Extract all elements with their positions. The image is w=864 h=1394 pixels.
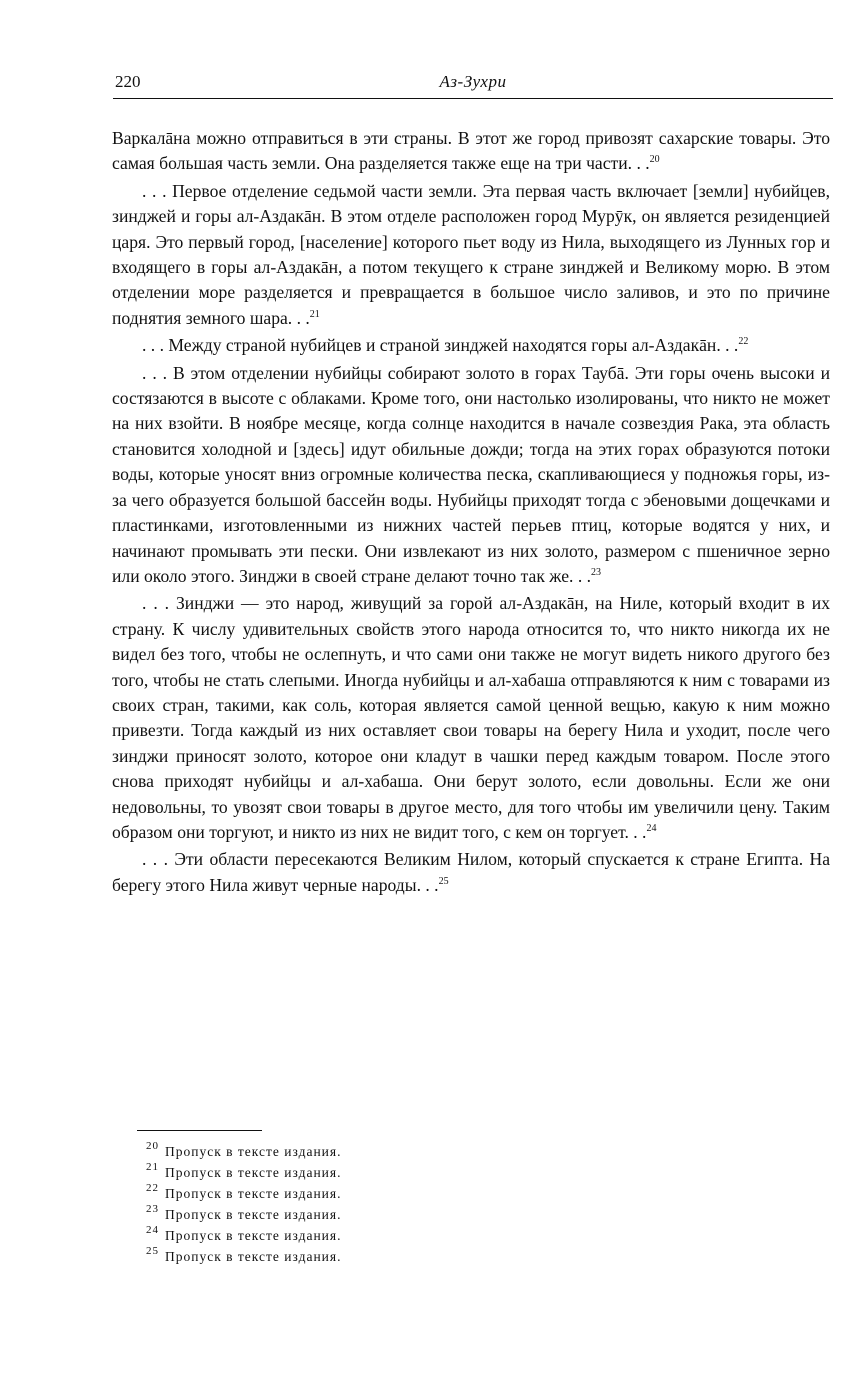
footnote: [146, 1162, 546, 1183]
footnote: [146, 1225, 546, 1246]
paragraph-text: . . . Между страной нубийцев и страной зинджей находятся горы ал-Аздакāн. . .: [142, 335, 739, 356]
footnote-ref[interactable]: 21: [309, 308, 320, 320]
footnote-text: Пропуск в тексте издания.: [165, 1228, 342, 1243]
footnote-ref[interactable]: 25: [438, 875, 449, 887]
page-header: [113, 68, 833, 99]
footnote-number: 25: [146, 1245, 159, 1257]
footnote: [146, 1141, 546, 1162]
paragraph: [112, 847, 830, 898]
footnote-text: Пропуск в тексте издания.: [165, 1249, 342, 1264]
running-title: Аз-Зухри: [439, 72, 507, 91]
footnote-ref[interactable]: 20: [649, 154, 660, 166]
paragraph-text: Варкалāна можно отправиться в эти страны. В этот же город привозят сахарские товары. Это самая большая часть земли. Она разделяется также еще на три части. . .: [112, 128, 830, 174]
paragraph: [112, 179, 830, 331]
footnote: [146, 1204, 546, 1225]
paragraph: [112, 333, 830, 358]
paragraph: [112, 591, 830, 845]
footnote-number: 24: [146, 1224, 159, 1236]
footnote-number: 23: [146, 1203, 159, 1215]
paragraph: [112, 361, 830, 590]
paragraph-text: . . . Зинджи — это народ, живущий за горой ал-Аздакāн, на Ниле, который входит в их страну. К числу удивительных свойств этого народа относится то, что никто никогда их не видел без того, чтобы не ослепнуть, и что сами они также не могут видеть никого другого без того, чтобы не стать слепыми. Иногда нубийцы и ал-хабаша отправляются к ним с товарами из своих стран, такими, как соль, которая является самой ценной вещью, какую к ним можно привезти. Тогда каждый из них оставляет свои товары на берегу Нила и уходит, после чего зинджи приносят золото, которое они кладут в чашки перед каждым товаром. После этого снова приходят нубийцы и ал-хабаша. Они берут золото, если довольны. Если же они недовольны, то увозят свои товары в другое место, для того чтобы им увеличили цену. Таким образом они торгуют, и никто из них не видит того, с кем он торгует. . .: [112, 593, 830, 842]
footnote-ref[interactable]: 24: [646, 822, 657, 834]
paragraph-text: . . . В этом отделении нубийцы собирают золото в горах Таубā. Эти горы очень высоки и состязаются в высоте с облаками. Кроме того, они настолько изолированы, что никто не может на них взойти. В ноябре месяце, когда солнце находится в начале созвездия Рака, эта область становится холодной и [здесь] идут обильные дожди; тогда на этих горах образуются потоки воды, которые уносят вниз огромные количества песка, скапливающиеся у подножья горы, из-за чего образуется большой бассейн воды. Нубийцы приходят тогда с эбеновыми дощечками и пластинками, изготовленными из нижних частей перьев птиц, которые водятся у них, и начинают промывать эти пески. Они извлекают из них золото, размером с пшеничное зерно или около этого. Зинджи в своей стране делают точно так же. . .: [112, 362, 830, 586]
footnote-text: Пропуск в тексте издания.: [165, 1207, 342, 1222]
footnote-text: Пропуск в тексте издания.: [165, 1186, 342, 1201]
footnote-number: 21: [146, 1161, 159, 1173]
paragraph-text: . . . Первое отделение седьмой части земли. Эта первая часть включает [земли] нубийцев, зинджей и горы ал-Аздакāн. В этом отделе расположен город Мурӯк, он является резиденцией царя. Это первый город, [население] которого пьет воду из Нила, выходящего из Лунных гор и входящего в горы ал-Аздакāн, а потом текущего к стране зинджей и Великому морю. В этом отделении море разделяется и превращается в большое число заливов, и это по причине поднятия земного шара. . .: [112, 180, 830, 328]
footnote-number: 22: [146, 1182, 159, 1194]
footnote-text: Пропуск в тексте издания.: [165, 1165, 342, 1180]
footnote-divider: [137, 1130, 262, 1131]
footnotes: [146, 1141, 546, 1267]
paragraph-text: . . . Эти области пересекаются Великим Нилом, который спускается к стране Египта. На берегу этого Нила живут черные народы. . .: [112, 849, 830, 895]
footnote: [146, 1246, 546, 1267]
footnote: [146, 1183, 546, 1204]
footnote-number: 20: [146, 1140, 159, 1152]
footnote-ref[interactable]: 23: [591, 566, 602, 578]
footnote-text: Пропуск в тексте издания.: [165, 1144, 342, 1159]
body-text: [112, 126, 830, 900]
page-number: 220: [115, 72, 141, 91]
footnote-ref[interactable]: 22: [738, 336, 749, 348]
paragraph: [112, 126, 830, 177]
